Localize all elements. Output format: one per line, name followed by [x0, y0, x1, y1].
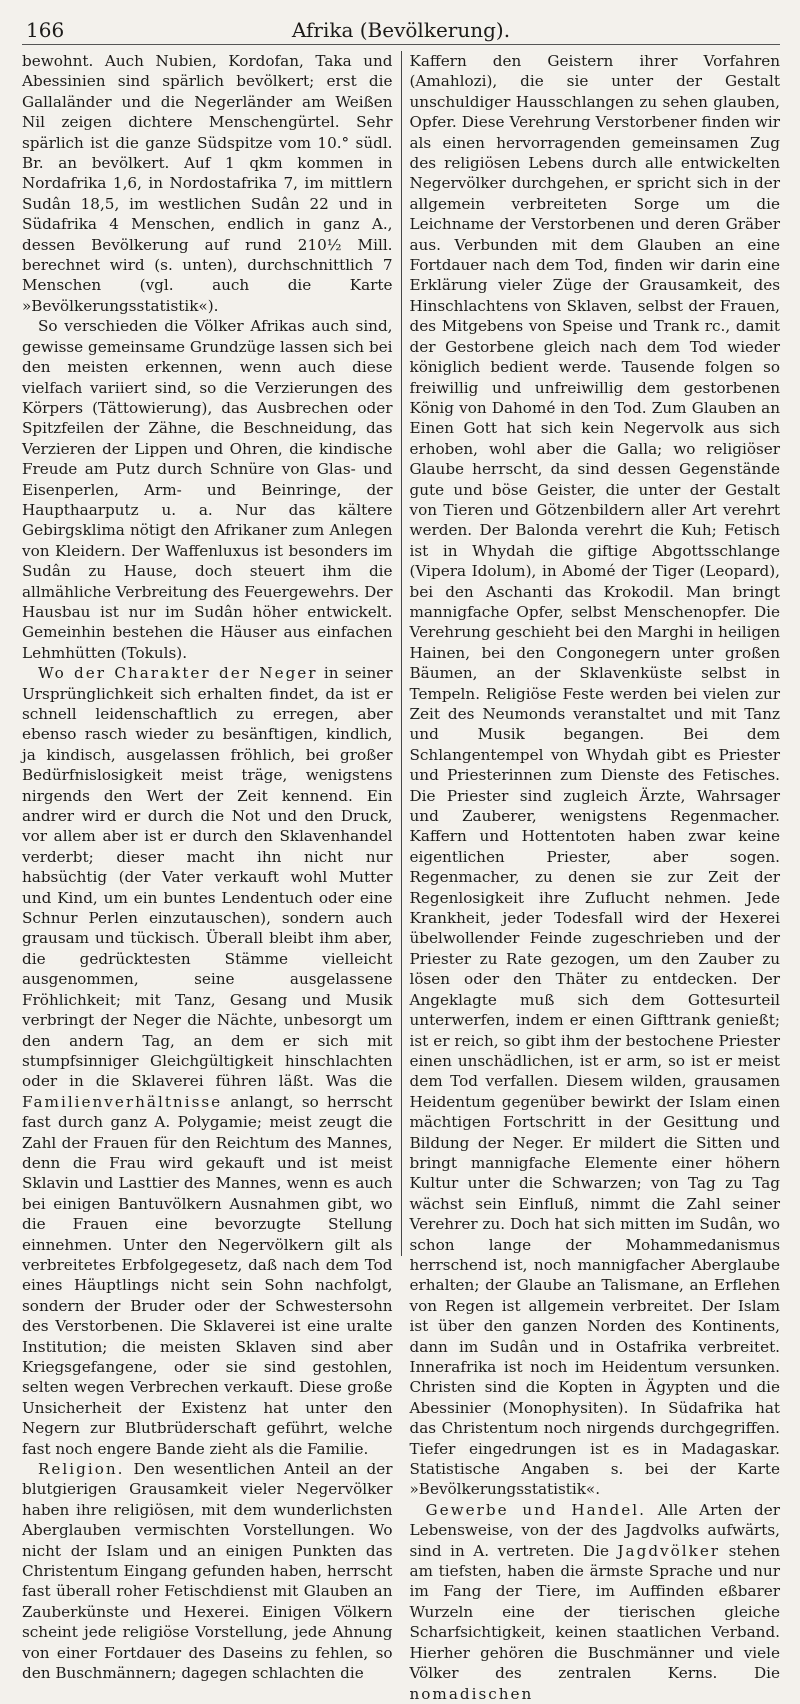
running-title: Afrika (Bevölkerung). — [291, 18, 511, 42]
paragraph — [22, 1459, 393, 1683]
paragraph: bewohnt. Auch Nubien, Kordofan, Taka und Abessinien sind spärlich bevölkert; erst die Gallaländer und die Negerländer am Weißen Nil zeigen dichtere Menschengürtel. Sehr spärlich ist die ganze Südspitze vom 10.° südl. Br. an bevölkert. Auf 1 qkm kommen in Nordafrika 1,6, in Nordostafrika 7, im mittlern Sudân 18,5, im westlichen Sudân 22 und in Südafrika 4 Menschen, endlich in ganz A., dessen Bevölkerung auf rund 210½ Mill. berechnet wird (s. unten), durchschnittlich 7 Menschen (vgl. auch die Karte »Bevölkerungsstatistik«). — [22, 52, 393, 315]
right-column — [409, 51, 781, 1703]
left-column — [22, 51, 393, 1683]
column-divider — [401, 51, 402, 1256]
paragraph: So verschieden die Völker Afrikas auch sind, gewisse gemeinsame Grundzüge lassen sich bei den meisten erkennen, wenn auch diese vielfach variiert sind, so die Verzierungen des Körpers (Tättowierung), das Ausbrechen oder Spitzfeilen der Zähne, die Beschneidung, das Verzieren der Lippen und Ohren, die kindische Freude am Putz durch Schnüre von Glas- und Eisenperlen, Arm- und Beinringe, der Haupthaarputz u. a. Nur das kältere Gebirgsklima nötigt den Afrikaner zum Anlegen von Kleidern. Der Waffenluxus ist besonders im Sudân zu Hause, doch steuert ihm die allmähliche Verbreitung des Feuergewehrs. Der Hausbau ist nur im Sudân höher entwickelt. Gemeinhin bestehen die Häuser aus einfachen Lehmhütten (Tokuls). — [22, 317, 393, 662]
paragraph-text: anlangt, so herrscht fast durch ganz A. Polygamie; meist zeugt die Zahl der Frauen für den Reichtum des Mannes, denn die Frau wird gekauft und ist meist Sklavin und Lasttier des Mannes, wenn es auch bei einigen Bantuvölkern Ausnahmen gibt, wo die Frauen eine bevorzugte Stellung einnehmen. Unter den Negervölkern gilt als verbreitetes Erbfolgegesetz, daß nach dem Tod eines Häuptlings nicht sein Sohn nachfolgt, sondern der Bruder oder der Schwestersohn des Verstorbenen. Die Sklaverei ist eine uralte Institution; die meisten Sklaven sind aber Kriegsgefangene, oder sie sind gestohlen, selten wegen Verbrechen verkauft. Diese große Unsicherheit der Existenz hat unter den Negern zur Blutbrüderschaft geführt, welche fast noch engere Bande zieht als die Familie. — [22, 1092, 393, 1458]
paragraph-text: in seiner Ursprünglichkeit sich erhalten findet, da ist er schnell leidenschaftlich zu erregen, aber ebenso rasch wieder zu besänftigen, kindlich, ja kindisch, ausgelassen fröhlich, bei großer Bedürfnislosigkeit meist träge, wenigstens nirgends den Wert der Zeit kennend. Ein andrer wird er durch die Not und den Druck, vor allem aber ist er durch den Sklavenhandel verderbt; dieser macht ihn nicht nur habsüchtig (der Vater verkauft wohl Mutter und Kind, um ein buntes Lendentuch oder eine Schnur Perlen einzutauschen), sondern auch grausam und tückisch. Überall bleibt ihm aber, die gedrücktesten Stämme vielleicht ausgenommen, seine ausgelassene Fröhlichkeit; mit Tanz, Gesang und Musik verbringt der Neger die Nächte, unbesorgt um den andern Tag, an dem er sich mit stumpfsinniger Gleichgültigkeit hinschlachten oder in die Sklaverei führen läßt. Was die — [22, 664, 393, 1091]
paragraph-text: Alle Arten der Lebensweise, von der des Jagdvolks aufwärts, sind in A. vertreten. Die — [409, 1500, 781, 1560]
paragraph-lead: Wo der Charakter der Neger — [38, 664, 318, 683]
paragraph: Kaffern den Geistern ihrer Vorfahren (Amahlozi), die sie unter der Gestalt unschuldiger Hausschlangen zu sehen glauben, Opfer. Diese Verehrung Verstorbener finden wir als einen hervorragenden gemeinsamen Zug des religiösen Lebens durch alle entwickelten Negervölker durchgehen, er spricht sich in der allgemein verbreiteten Sorge um die Leichname der Verstorbenen und deren Gräber aus. Verbunden mit dem Glauben an eine Fortdauer nach dem Tod, finden wir darin eine Erklärung vieler Züge der Grausamkeit, des Hinschlachtens von Sklaven, selbst der Frauen, des Mitgebens von Speise und Trank rc., damit der Gestorbene gleich nach dem Tod wieder königlich bedient werde. Tausende folgen so freiwillig und unfreiwillig dem gestorbenen König von Dahomé in den Tod. Zum Glauben an Einen Gott hat sich kein Negervolk aus sich erhoben, wohl aber die Galla; wo religiöser Glaube herrscht, da sind dessen Gegenstände gute und böse Geister, die unter der Gestalt von Tieren und Götzenbildern aller Art verehrt werden. Der Balonda verehrt die Kuh; Fetisch ist in Whydah die giftige Abgottsschlange (Vipera Idolum), in Abomé der Tiger (Leopard), bei den Aschanti das Krokodil. Man bringt mannigfache Opfer, selbst Menschenopfer. Die Verehrung geschieht bei den Marghi in heiligen Hainen, bei den Congonegern unter großen Bäumen, an der Sklavenküste selbst in Tempeln. Religiöse Feste werden bei vielen zur Zeit des Neumonds veranstaltet und mit Tanz und Musik begangen. Bei dem Schlangentempel von Whydah gibt es Priester und Priesterinnen zum Dienste des Fetisches. Die Priester sind zugleich Ärzte, Wahrsager und Zauberer, wenigstens Regenmacher. Kaffern und Hottentoten haben zwar keine eigentlichen Priester, aber sogen. Regenmacher, zu denen sie zur Zeit der Regenlosigkeit ihre Zuflucht nehmen. Jede Krankheit, jeder Todesfall wird der Hexerei übelwollender Feinde zugeschrieben und der Priester zu Rate gezogen, um den Zauber zu lösen oder den Thäter zu entdecken. Der Angeklagte muß sich dem Gottesurteil unterwerfen, indem er einen Gifttrank genießt; ist er reich, so gibt ihm der bestochene Priester einen unschädlichen, ist er arm, so ist er meist dem Tod verfallen. Diesem wilden, grausamen Heidentum gegenüber bewirkt der Islam einen mächtigen Fortschritt in der Gesittung und Bildung der Neger. Er mildert die Sitten und bringt mannigfache Elemente einer höhern Kultur unter die Schwarzen; von Tag zu Tag wächst sein Einfluß, nimmt die Zahl seiner Verehrer zu. Doch hat sich mitten im Sudân, wo schon lange der Mohammedanismus herrschend ist, noch mannigfacher Aberglaube erhalten; der Glaube an Talismane, an Erflehen von Regen ist allgemein verbreitet. Der Islam ist über den ganzen Norden des Kontinents, dann im Sudân und in Ostafrika verbreitet. Innerafrika ist noch im Heidentum versunken. Christen sind die Kopten in Ägypten und die Abessinier (Monophysiten). In Südafrika hat das Christentum noch nirgends durchgegriffen. Tiefer eingedrungen ist es in Madagaskar. Statistische Angaben s. bei der Karte »Bevölkerungsstatistik«. — [409, 52, 781, 1499]
paragraph-text: stehen am tiefsten, haben die ärmste Sprache und nur im Fang der Tiere, im Auffinden eßbarer Wurzeln eine der tierischen gleiche Scharfsichtigkeit, keinen staatlichen Verband. Hierher gehören die Buschmänner und viele Völker des zentralen Kerns. Die — [409, 1541, 781, 1683]
spaced-term: Familienverhältnisse — [22, 1092, 223, 1111]
section-heading: Religion. — [38, 1460, 125, 1479]
text-columns — [22, 51, 781, 1703]
page-header — [22, 16, 780, 45]
spaced-term: Jagdvölker — [617, 1541, 721, 1560]
paragraph — [22, 663, 393, 1459]
section-heading: Gewerbe und Handel. — [425, 1500, 646, 1519]
paragraph-text: Den wesentlichen Anteil an der blutgierigen Grausamkeit vieler Negervölker haben ihre religiösen, mit dem wunderlichsten Aberglauben vermischten Vorstellungen. Wo nicht der Islam und an einigen Punkten das Christentum Eingang gefunden haben, herrscht fast überall roher Fetischdienst mit Glauben an Zauberkünste und Hexerei. Einigen Völkern scheint jede religiöse Vorstellung, jede Ahnung von einer Fortdauer des Daseins zu fehlen, so den Buschmännern; dagegen schlachten die — [22, 1460, 393, 1683]
spaced-term: nomadischen — [409, 1684, 534, 1703]
page-number: 166 — [26, 18, 65, 42]
paragraph — [410, 1500, 781, 1704]
